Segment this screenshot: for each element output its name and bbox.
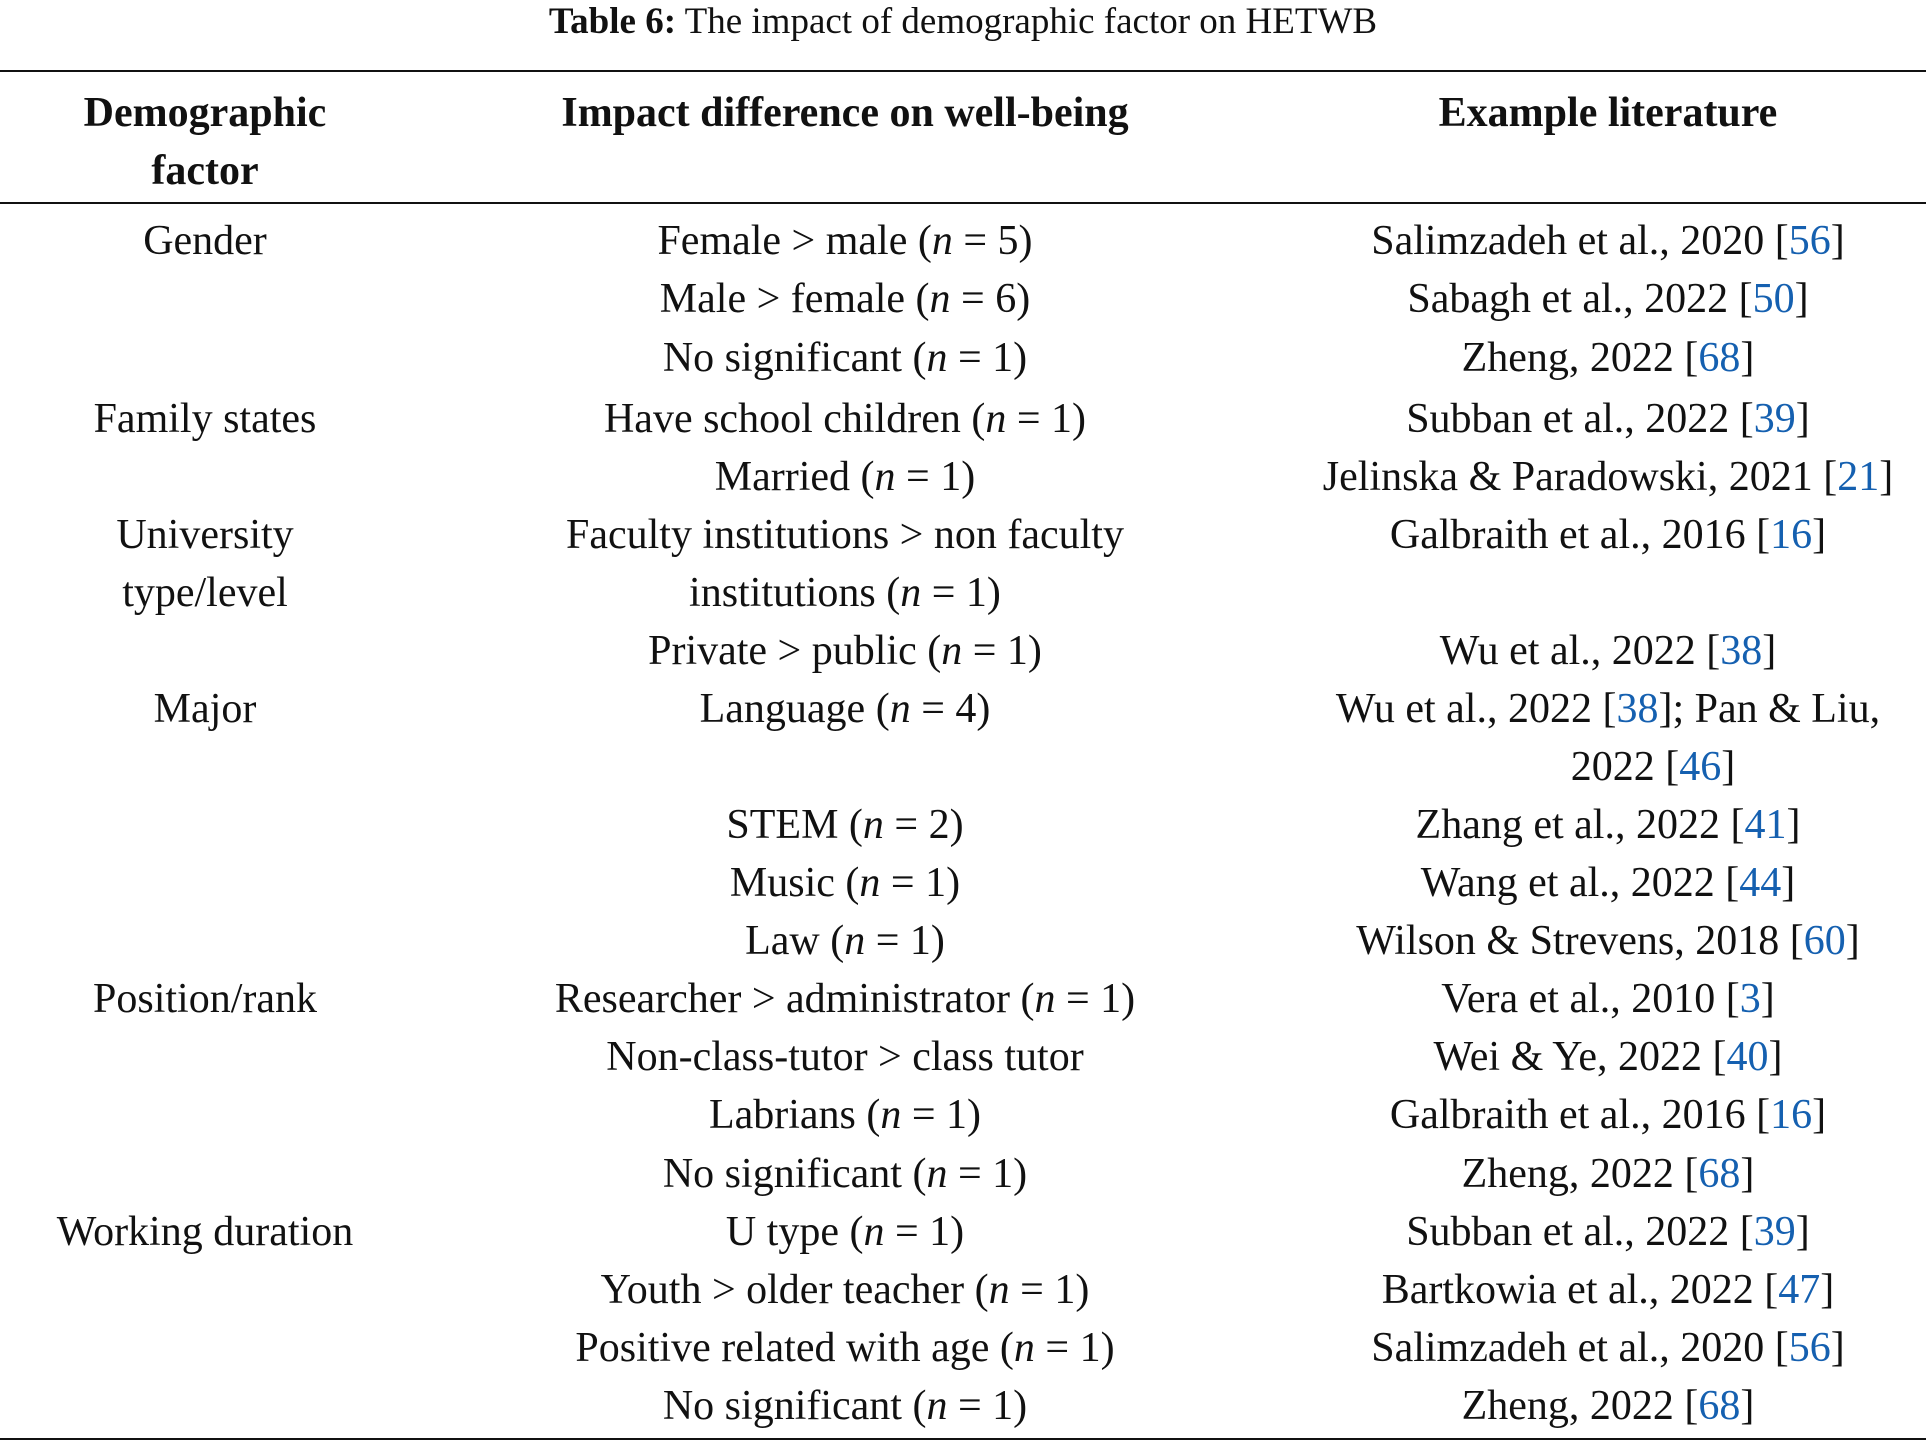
citation-link[interactable]: 16 — [1770, 512, 1813, 558]
impact-cell: U type (n = 1) — [725, 1209, 965, 1255]
citation-link[interactable]: 3 — [1739, 976, 1761, 1022]
citation-link[interactable]: 39 — [1753, 396, 1796, 442]
impact-cell: Have school children (n = 1) — [603, 396, 1087, 442]
citation-link[interactable]: 21 — [1837, 454, 1880, 500]
citation-link[interactable]: 68 — [1698, 335, 1741, 381]
header-impact-difference: Impact difference on well-being — [561, 90, 1129, 136]
header-col1-line2: factor — [151, 148, 259, 194]
literature-cell: Wei & Ye, 2022 [40] — [1433, 1034, 1783, 1080]
literature-cell: Zheng, 2022 [68] — [1461, 335, 1755, 381]
citation-link[interactable]: 60 — [1803, 918, 1846, 964]
citation-link[interactable]: 50 — [1752, 276, 1795, 322]
citation-link[interactable]: 38 — [1616, 686, 1659, 732]
literature-cell: Zheng, 2022 [68] — [1461, 1383, 1755, 1429]
impact-cell: Private > public (n = 1) — [648, 628, 1042, 674]
literature-cell: Zheng, 2022 [68] — [1461, 1151, 1755, 1197]
table-caption — [0, 0, 1926, 44]
literature-cell: Zhang et al., 2022 [41] — [1415, 802, 1801, 848]
table-title: The impact of demographic factor on HETWB — [676, 1, 1378, 42]
bottom-rule — [0, 1438, 1926, 1440]
impact-cell: Music (n = 1) — [729, 860, 961, 906]
impact-cell: No significant (n = 1) — [662, 1151, 1028, 1197]
header-example-literature: Example literature — [1438, 90, 1778, 136]
impact-cell: No significant (n = 1) — [662, 1383, 1028, 1429]
factor-major: Major — [153, 686, 257, 732]
factor-gender: Gender — [143, 218, 267, 264]
impact-cell: Female > male (n = 5) — [657, 218, 1033, 264]
table-label: Table 6: — [548, 1, 677, 42]
impact-cell: Language (n = 4) — [699, 686, 991, 732]
header-rule — [0, 202, 1926, 204]
factor-university-type — [0, 506, 410, 622]
factor-university-line2: type/level — [122, 570, 288, 616]
citation-link[interactable]: 16 — [1770, 1092, 1813, 1138]
citation-link[interactable]: 41 — [1744, 802, 1787, 848]
impact-cell: Faculty institutions > non faculty institutions (n = 1) — [566, 512, 1124, 616]
literature-cell: Sabagh et al., 2022 [50] — [1407, 276, 1809, 322]
factor-family-states: Family states — [93, 396, 317, 442]
impact-cell: Male > female (n = 6) — [659, 276, 1031, 322]
citation-link[interactable]: 38 — [1720, 628, 1763, 674]
header-demographic-factor — [0, 84, 410, 200]
citation-link[interactable]: 47 — [1778, 1267, 1821, 1313]
literature-cell: Wang et al., 2022 [44] — [1420, 860, 1796, 906]
literature-cell: Subban et al., 2022 [39] — [1406, 396, 1810, 442]
impact-cell: Law (n = 1) — [745, 918, 945, 964]
factor-university-line1: University — [116, 512, 294, 558]
citation-link[interactable]: 44 — [1739, 860, 1782, 906]
literature-cell: Wu et al., 2022 [38]; Pan & Liu, 2022 [46] — [1335, 686, 1881, 790]
impact-cell: Labrians (n = 1) — [708, 1092, 982, 1138]
impact-cell: Positive related with age (n = 1) — [575, 1325, 1115, 1371]
citation-link[interactable]: 68 — [1698, 1383, 1741, 1429]
literature-cell: Subban et al., 2022 [39] — [1406, 1209, 1810, 1255]
impact-cell: No significant (n = 1) — [662, 335, 1028, 381]
impact-cell: Non-class-tutor > class tutor — [606, 1034, 1084, 1080]
header-col1-line1: Demographic — [83, 90, 327, 136]
citation-link[interactable]: 56 — [1788, 218, 1831, 264]
literature-cell: Bartkowia et al., 2022 [47] — [1381, 1267, 1835, 1313]
citation-link[interactable]: 68 — [1698, 1151, 1741, 1197]
literature-cell: Vera et al., 2010 [3] — [1441, 976, 1775, 1022]
impact-cell: STEM (n = 2) — [726, 802, 964, 848]
impact-cell: Researcher > administrator (n = 1) — [554, 976, 1136, 1022]
literature-cell: Wilson & Strevens, 2018 [60] — [1356, 918, 1860, 964]
top-rule — [0, 70, 1926, 72]
citation-link[interactable]: 40 — [1726, 1034, 1769, 1080]
literature-cell: Salimzadeh et al., 2020 [56] — [1371, 1325, 1845, 1371]
literature-cell: Wu et al., 2022 [38] — [1439, 628, 1777, 674]
factor-working-duration: Working duration — [56, 1209, 354, 1255]
literature-cell: Jelinska & Paradowski, 2021 [21] — [1322, 454, 1894, 500]
citation-link[interactable]: 56 — [1788, 1325, 1831, 1371]
impact-cell: Married (n = 1) — [714, 454, 976, 500]
citation-link[interactable]: 46 — [1679, 744, 1722, 790]
factor-position-rank: Position/rank — [92, 976, 317, 1022]
literature-cell: Galbraith et al., 2016 [16] — [1389, 512, 1827, 558]
citation-link[interactable]: 39 — [1753, 1209, 1796, 1255]
impact-cell: Youth > older teacher (n = 1) — [600, 1267, 1090, 1313]
literature-cell: Salimzadeh et al., 2020 [56] — [1371, 218, 1845, 264]
literature-cell: Galbraith et al., 2016 [16] — [1389, 1092, 1827, 1138]
